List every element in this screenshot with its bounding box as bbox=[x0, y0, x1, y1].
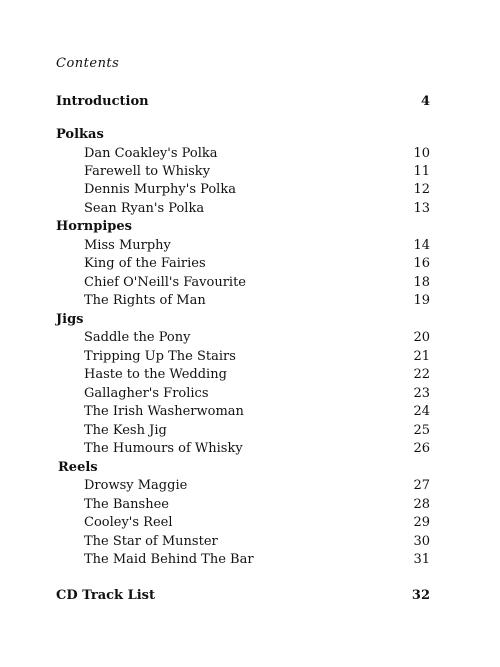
toc-entry-page: 29 bbox=[413, 515, 430, 530]
toc-entry-label: The Banshee bbox=[84, 497, 169, 512]
toc-entry-label: CD Track List bbox=[56, 588, 155, 603]
toc-item bbox=[0, 163, 500, 181]
toc-entry-label: Cooley's Reel bbox=[84, 515, 173, 530]
toc-item bbox=[0, 329, 500, 347]
toc-item bbox=[0, 533, 500, 551]
toc-entry-page: 23 bbox=[413, 386, 430, 401]
toc-entry-label: Haste to the Wedding bbox=[84, 367, 227, 382]
toc-item bbox=[0, 477, 500, 495]
toc-entry-label: Chief O'Neill's Favourite bbox=[84, 275, 246, 290]
toc-entry-label: Dan Coakley's Polka bbox=[84, 146, 218, 161]
toc-item bbox=[0, 274, 500, 292]
toc-entry-label: Jigs bbox=[56, 312, 84, 327]
toc-entry-label: Polkas bbox=[56, 127, 104, 142]
toc-entry-page: 4 bbox=[420, 94, 430, 109]
toc-entry-page: 32 bbox=[411, 588, 430, 603]
toc-item bbox=[0, 385, 500, 403]
toc-entry-page: 25 bbox=[413, 423, 430, 438]
toc-entry-page: 31 bbox=[413, 552, 430, 567]
toc-entry-page: 22 bbox=[413, 367, 430, 382]
toc-section-jigs bbox=[0, 311, 500, 329]
toc-item bbox=[0, 237, 500, 255]
toc-section-polkas bbox=[0, 126, 500, 144]
toc-entry-page: 16 bbox=[413, 256, 430, 271]
toc-entry-page: 27 bbox=[413, 478, 430, 493]
toc-entry-label: Reels bbox=[58, 460, 98, 475]
toc-entry-page: 30 bbox=[413, 534, 430, 549]
toc-entry-page: 18 bbox=[413, 275, 430, 290]
toc-section-cd-track-list bbox=[0, 587, 500, 605]
toc-entry-label: The Rights of Man bbox=[84, 293, 206, 308]
toc-entry-label: The Maid Behind The Bar bbox=[84, 552, 254, 567]
toc-item bbox=[0, 181, 500, 199]
toc-entry-label: Saddle the Pony bbox=[84, 330, 191, 345]
toc-entry-label: Tripping Up The Stairs bbox=[84, 349, 236, 364]
toc-entry-page: 14 bbox=[413, 238, 430, 253]
toc-entry-label: The Humours of Whisky bbox=[84, 441, 243, 456]
toc-item bbox=[0, 348, 500, 366]
toc-entry-label: Gallagher's Frolics bbox=[84, 386, 209, 401]
toc-entry-page: 10 bbox=[413, 146, 430, 161]
toc-entry-label: King of the Fairies bbox=[84, 256, 206, 271]
toc-entry-label: Sean Ryan's Polka bbox=[84, 201, 205, 216]
toc-entry-page: 11 bbox=[413, 164, 430, 179]
toc-entry-page: 26 bbox=[413, 441, 430, 456]
toc-item bbox=[0, 255, 500, 273]
toc-entry-label: The Kesh Jig bbox=[84, 423, 167, 438]
toc-entry-page: 20 bbox=[413, 330, 430, 345]
toc-item bbox=[0, 422, 500, 440]
toc-item bbox=[0, 551, 500, 569]
toc-item bbox=[0, 292, 500, 310]
toc-entry-page: 19 bbox=[413, 293, 430, 308]
toc-entry-page: 28 bbox=[413, 497, 430, 512]
toc-entry-label: The Irish Washerwoman bbox=[84, 404, 244, 419]
toc-entry-label: Dennis Murphy's Polka bbox=[84, 182, 236, 197]
toc-item bbox=[0, 200, 500, 218]
toc-entry-label: Miss Murphy bbox=[84, 238, 171, 253]
toc-section-reels bbox=[0, 459, 500, 477]
toc-section-introduction bbox=[0, 93, 500, 111]
toc-item bbox=[0, 145, 500, 163]
toc-entry-page: 12 bbox=[413, 182, 430, 197]
toc-item bbox=[0, 440, 500, 458]
toc-entry-page: 13 bbox=[413, 201, 430, 216]
toc-entry-page: 21 bbox=[413, 349, 430, 364]
page-title: Contents bbox=[56, 56, 120, 71]
toc-entry-page: 24 bbox=[413, 404, 430, 419]
toc-item bbox=[0, 366, 500, 384]
toc-item bbox=[0, 496, 500, 514]
toc-entry-label: Drowsy Maggie bbox=[84, 478, 188, 493]
toc-entry-label: Introduction bbox=[56, 94, 149, 109]
toc-entry-label: Farewell to Whisky bbox=[84, 164, 211, 179]
toc-entry-label: Hornpipes bbox=[56, 219, 132, 234]
toc-item bbox=[0, 514, 500, 532]
toc-entry-label: The Star of Munster bbox=[84, 534, 218, 549]
toc-item bbox=[0, 403, 500, 421]
toc-section-hornpipes bbox=[0, 218, 500, 236]
